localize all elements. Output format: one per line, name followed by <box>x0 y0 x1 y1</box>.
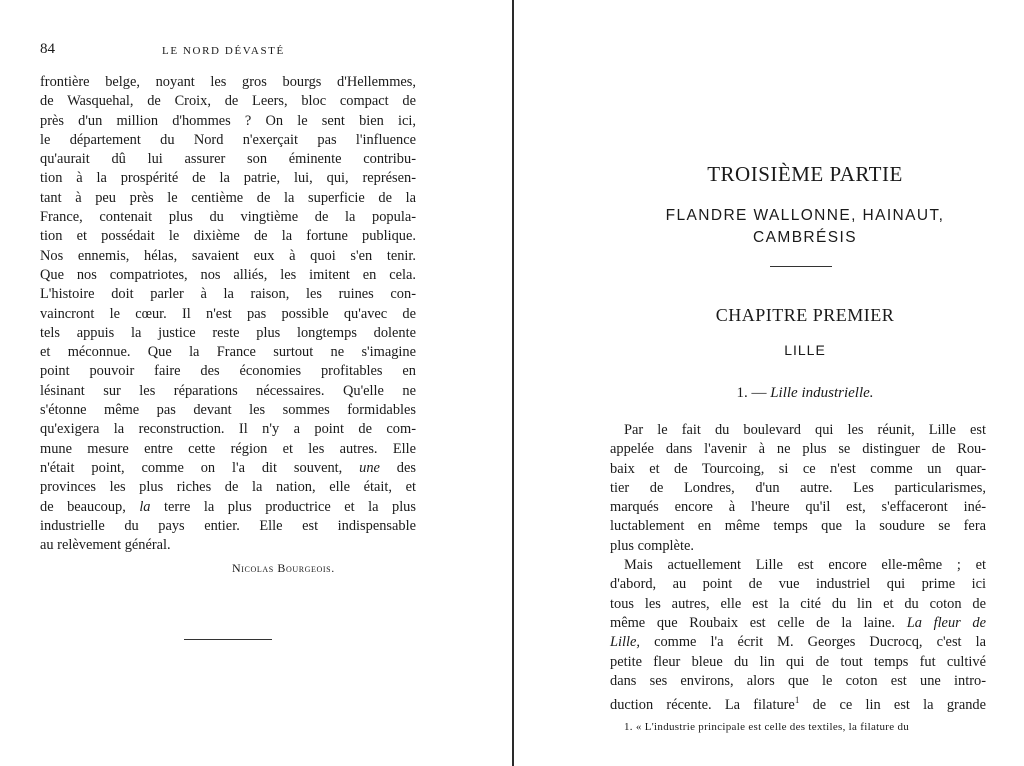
text-line: près d'un million d'hommes ? On le sent bien ici, <box>40 112 416 129</box>
running-head: LE NORD DÉVASTÉ <box>162 45 285 57</box>
author-signature: Nicolas Bourgeois. <box>232 561 335 575</box>
divider-rule <box>770 266 832 267</box>
text-line: plus complète. <box>610 537 694 554</box>
text-line: qu'aurait dû lui assurer son éminente contribu- <box>40 151 416 168</box>
text-line: mune mesure entre cette région et les autres. Elle <box>40 440 416 457</box>
part-subtitle-line: FLANDRE WALLONNE, HAINAUT, <box>665 207 945 224</box>
text-segment: duction récente. La filature <box>610 696 795 713</box>
italic-word: une <box>359 459 380 476</box>
text-line <box>610 633 986 652</box>
italic-word: la <box>139 498 151 515</box>
page-number: 84 <box>40 41 55 57</box>
text-line <box>40 498 416 517</box>
part-subtitle-line: CAMBRÉSIS <box>753 229 857 246</box>
text-line: petite fleur bleue du lin qui de tout temps fut cultivé <box>610 653 986 670</box>
text-line: s'étonne même pas devant les sommes formidables <box>40 402 416 419</box>
text-line: dans ses environs, alors que le coton est une intro- <box>610 672 986 689</box>
part-subtitle <box>610 205 1000 249</box>
section-number: 1. — <box>736 385 767 401</box>
chapter-title: CHAPITRE PREMIER <box>715 305 895 325</box>
footnote-marker: 1 <box>794 695 800 706</box>
text-segment: n'était point, comme on l'a dit souvent, <box>40 459 343 476</box>
text-line: marqués encore à l'heure qu'il est, s'effaceront iné- <box>610 499 986 516</box>
text-line: industrielle du pays entier. Elle est indispensable <box>40 517 416 534</box>
text-line: France, contenait plus du vingtième de la popula- <box>40 209 416 226</box>
text-line: tant à peu près le centième de la superficie de la <box>40 189 416 206</box>
chapter-subtitle: LILLE <box>784 342 826 358</box>
section-title: Lille industrielle. <box>770 385 874 401</box>
text-line: Mais actuellement Lille est encore elle-même ; et <box>624 557 986 574</box>
text-line: provinces les plus riches de la nation, elle était, et <box>40 479 416 496</box>
text-line: frontière belge, noyant les gros bourgs d'Hellemmes, <box>40 74 416 90</box>
right-body-text <box>610 421 986 715</box>
text-line: baix et de Tourcoing, si ce n'est comme un quar- <box>610 460 986 477</box>
text-line: tous les autres, elle est la cité du lin et du coton de <box>610 595 986 612</box>
text-line <box>40 459 416 478</box>
text-line <box>610 614 986 633</box>
text-segment: de beaucoup, <box>40 498 126 515</box>
text-segment: de ce lin est la grande <box>812 696 986 713</box>
text-line: point pouvoir faire des économies profitables en <box>40 363 416 380</box>
text-segment: terre la plus productrice et la plus <box>164 498 416 515</box>
text-line: lésinant sur les réparations nécessaires. Qu'elle ne <box>40 382 416 399</box>
right-page <box>514 0 1024 766</box>
italic-phrase: La fleur de <box>906 614 986 631</box>
section-heading <box>610 385 1000 402</box>
footnote: 1. « L'industrie principale est celle des textiles, la filature du <box>624 721 910 733</box>
italic-phrase: Lille, <box>610 634 640 651</box>
divider-rule <box>184 639 272 640</box>
text-line: qu'exigera la reconstruction. Il n'y a point de com- <box>40 421 416 438</box>
text-line: tier de Londres, d'un autre. Les particularismes, <box>610 479 986 496</box>
left-body-text <box>40 73 416 555</box>
text-line: et méconnue. Que la France surtout ne s'imagine <box>40 344 416 361</box>
text-line: Nos ennemis, hélas, savaient eux à quoi s'en tenir. <box>40 247 416 264</box>
text-line: vaincront le cœur. Il n'est pas possible qu'avec de <box>40 305 416 322</box>
text-line: L'histoire doit parler à la raison, les ruines con- <box>40 286 416 303</box>
text-line: Par le fait du boulevard qui les réunit, Lille est <box>624 422 986 438</box>
text-line: luctablement en même temps que la soudure se fera <box>610 518 986 535</box>
text-segment: des <box>396 459 416 476</box>
text-line: d'abord, au point de vue industriel qui prime ici <box>610 576 986 593</box>
text-line: appelée dans l'avenir à ne plus se distinguer de Rou- <box>610 441 986 458</box>
text-line: tion à la prospérité de la patrie, lui, qui, représen- <box>40 170 416 187</box>
text-line: Que nos compatriotes, nos alliés, les imitent en cela. <box>40 266 416 283</box>
part-title: TROISIÈME PARTIE <box>707 162 903 186</box>
text-line: le département du Nord n'exerçait pas l'influence <box>40 131 416 148</box>
text-line: au relèvement général. <box>40 537 171 554</box>
text-line: tion et possédait le dixième de la fortune publique. <box>40 228 416 245</box>
text-segment: comme l'a écrit M. Georges Ducrocq, c'est la <box>654 634 986 651</box>
text-line: tels appuis la justice reste plus longtemps dolente <box>40 324 416 341</box>
text-line: de Wasquehal, de Croix, de Leers, bloc compact de <box>40 93 416 110</box>
text-line <box>610 691 986 715</box>
text-segment: même que Roubaix est celle de la laine. <box>610 614 896 631</box>
